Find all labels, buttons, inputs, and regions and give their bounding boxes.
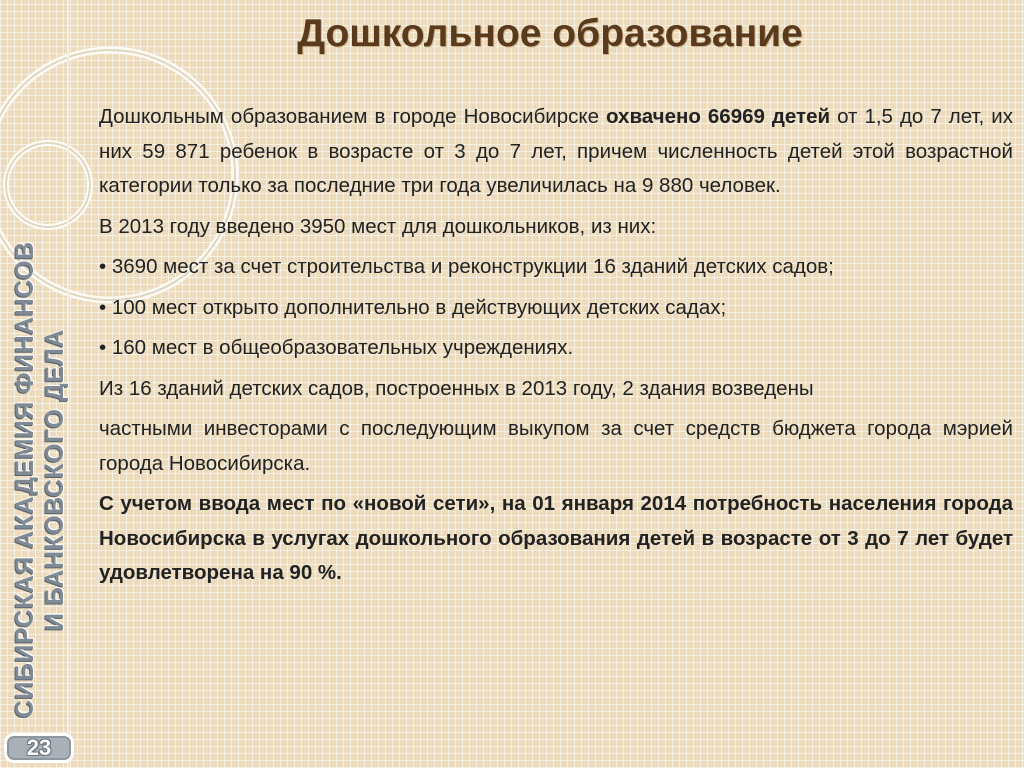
slide-body [99, 100, 1013, 597]
paragraph-conclusion: С учетом ввода мест по «новой сети», на 01 января 2014 потребность населения города Новосибирска в услугах дошкольного образования детей в возрасте от 3 до 7 лет будет удовлетворена на 90 %. [99, 492, 1013, 584]
paragraph-buildings: Из 16 зданий детских садов, построенных в 2013 году, 2 здания возведены [99, 376, 814, 400]
bullet-item: • 3690 мест за счет строительства и реконструкции 16 зданий детских садов; [99, 255, 834, 278]
page-number-badge [4, 733, 74, 763]
paragraph-new-places: В 2013 году введено 3950 мест для дошкольников, из них: [99, 214, 657, 238]
bullet-item: • 160 мест в общеобразовательных учреждениях. [99, 336, 574, 359]
academy-name-line2: И БАНКОВСКОГО ДЕЛА [41, 329, 69, 631]
academy-name-line1: СИБИРСКАЯ АКАДЕМИЯ ФИНАНСОВ [11, 241, 39, 719]
coverage-highlight: охвачено 66969 детей [606, 105, 831, 128]
academy-name-vertical [4, 240, 74, 720]
slide-title: Дошкольное образование [297, 12, 803, 55]
paragraph-investors: частными инвесторами с последующим выкупом за счет средств бюджета города мэрией города Новосибирска. [99, 417, 1013, 475]
page-number: 23 [26, 735, 52, 760]
paragraph-coverage: Дошкольным образованием в городе Новосибирске охвачено 66969 детей от 1,5 до 7 лет, их них 59 871 ребенок в возрасте от 3 до 7 лет, причем численность детей этой возрастной категории только за последние три года увеличилась на 9 880 человек. [99, 105, 1013, 197]
bullet-item: • 100 мест открыто дополнительно в действующих детских садах; [99, 295, 727, 319]
